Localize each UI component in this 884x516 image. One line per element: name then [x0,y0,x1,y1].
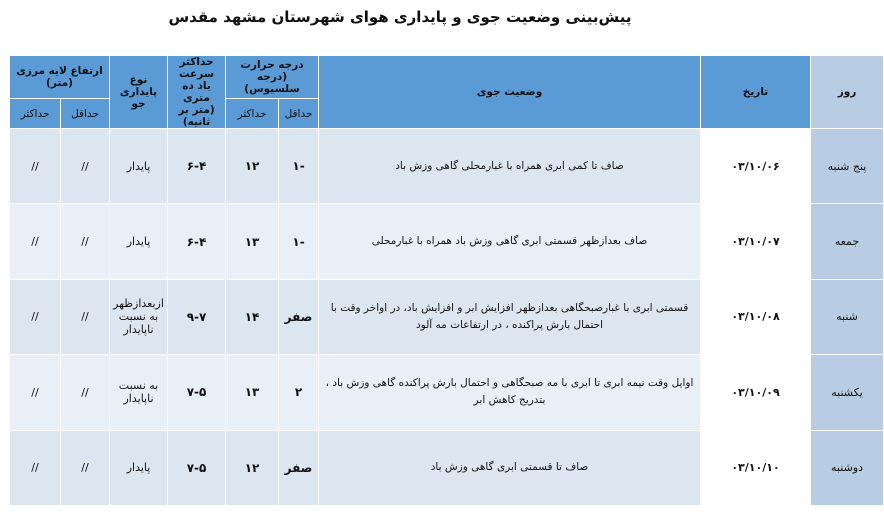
cell-wind: ۶-۴ [168,129,226,204]
cell-wind: ۷-۵ [168,355,226,430]
table-row [10,430,884,505]
cell-date: ۰۳/۱۰/۰۸ [701,279,811,354]
cell-stability: پایدار [110,129,168,204]
cell-temp-min: ۲ [279,355,319,430]
cell-temp-max: ۱۳ [226,204,279,279]
cell-date: ۰۳/۱۰/۰۹ [701,355,811,430]
cell-boundary-max: // [10,279,61,354]
header-temp-max: حداکثر [226,99,279,129]
header-boundary-min: حداقل [61,99,110,129]
cell-weather: قسمتی ابری با غبارصبحگاهی بعدازظهر افزایش ابر و افزایش باد، در اواخر وقت با احتمال بارش پراکنده ، در ارتفاعات مه آلود [319,279,701,354]
table-row [10,279,884,354]
cell-stability: پایدار [110,430,168,505]
cell-temp-max: ۱۴ [226,279,279,354]
header-weather: وضعیت جوی [319,56,701,129]
cell-day: شنبه [811,279,884,354]
cell-temp-max: ۱۲ [226,430,279,505]
header-temperature: درجه حرارت (درجه سلسیوس) [226,56,319,99]
cell-boundary-min: // [61,129,110,204]
cell-day: دوشنبه [811,430,884,505]
cell-day: جمعه [811,204,884,279]
cell-boundary-max: // [10,204,61,279]
table-row [10,355,884,430]
cell-date: ۰۳/۱۰/۱۰ [701,430,811,505]
cell-date: ۰۳/۱۰/۰۷ [701,204,811,279]
cell-temp-min: صفر [279,279,319,354]
cell-wind: ۶-۴ [168,204,226,279]
cell-stability: پایدار [110,204,168,279]
cell-weather: صاف بعدازظهر قسمتی ابری گاهی وزش باد همراه با غبارمحلی [319,204,701,279]
cell-weather: صاف تا کمی ابری همراه با غبارمحلی گاهی وزش باد [319,129,701,204]
cell-date: ۰۳/۱۰/۰۶ [701,129,811,204]
forecast-table [9,55,884,506]
cell-wind: ۹-۷ [168,279,226,354]
table-row [10,129,884,204]
header-boundary-max: حداکثر [10,99,61,129]
cell-stability: به نسبت ناپایدار [110,355,168,430]
cell-boundary-min: // [61,279,110,354]
cell-day: یکشنبه [811,355,884,430]
cell-boundary-max: // [10,129,61,204]
header-day: روز [811,56,884,129]
cell-boundary-max: // [10,430,61,505]
cell-temp-min: -۱ [279,129,319,204]
cell-temp-max: ۱۲ [226,129,279,204]
header-stability: نوع پایداری جو [110,56,168,129]
table-row [10,204,884,279]
cell-day: پنج شنبه [811,129,884,204]
cell-weather: صاف تا قسمتی ابری گاهی وزش باد [319,430,701,505]
header-boundary-layer: ارتفاع لایه مرزی (متر) [10,56,110,99]
header-date: تاریخ [701,56,811,129]
cell-boundary-max: // [10,355,61,430]
cell-wind: ۷-۵ [168,430,226,505]
header-temp-min: حداقل [279,99,319,129]
cell-boundary-min: // [61,204,110,279]
cell-temp-min: -۱ [279,204,319,279]
cell-temp-max: ۱۳ [226,355,279,430]
cell-boundary-min: // [61,355,110,430]
header-wind: حداکثر سرعت باد ده متری (متر بر ثانیه) [168,56,226,129]
cell-weather: اوایل وقت نیمه ابری تا ابری با مه صبحگاهی و احتمال بارش پراکنده گاهی وزش باد ، بتدریج کاهش ابر [319,355,701,430]
cell-stability: ازبعدازظهر به نسبت ناپایدار [110,279,168,354]
cell-boundary-min: // [61,430,110,505]
cell-temp-min: صفر [279,430,319,505]
page-title: پیش‌بینی وضعیت جوی و پایداری هوای شهرستان مشهد مقدس [168,8,632,26]
